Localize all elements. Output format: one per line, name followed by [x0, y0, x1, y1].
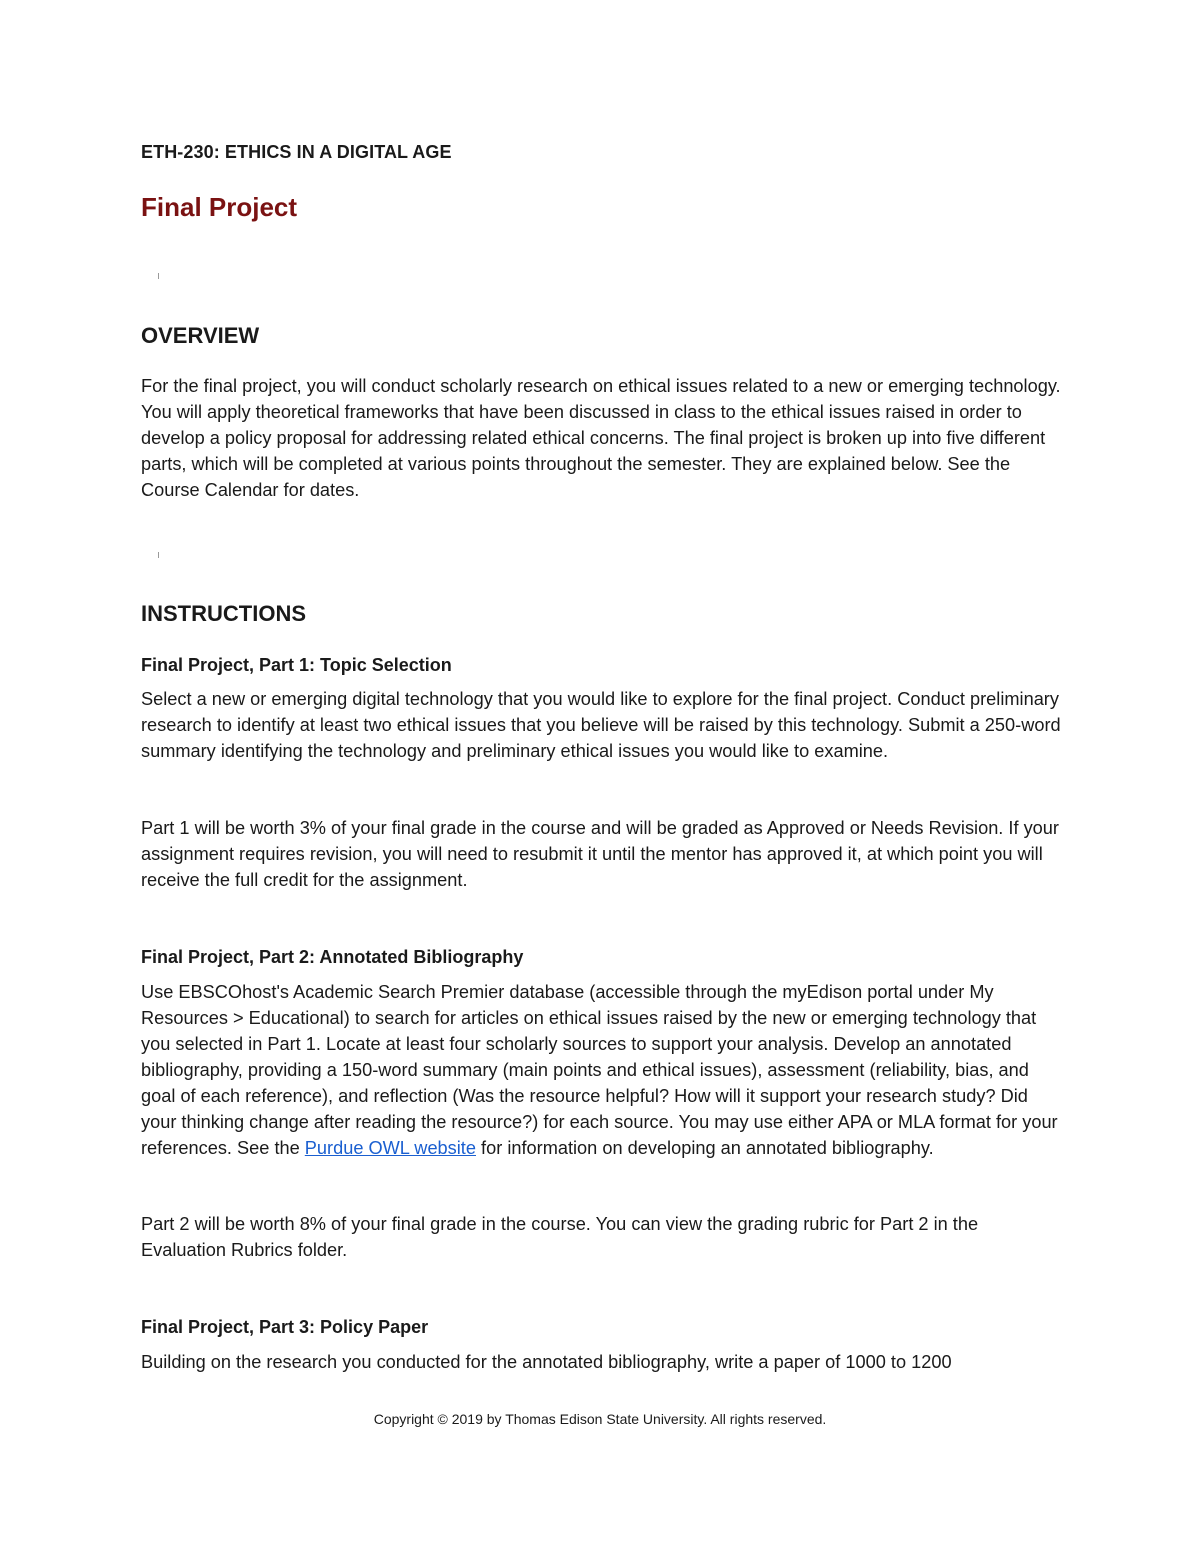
section-marker [158, 273, 159, 279]
part1-paragraph-2: Part 1 will be worth 3% of your final grade in the course and will be graded as Approved or Needs Revision. If your assignment requires revision, you will need to resubmit it until the mentor has approved it, at which point you will receive the full credit for the assignment. [141, 818, 1059, 890]
part2-paragraph-2: Part 2 will be worth 8% of your final grade in the course. You can view the grading rubric for Part 2 in the Evaluation Rubrics folder. [141, 1214, 979, 1260]
course-title: ETH-230: ETHICS IN A DIGITAL AGE [141, 142, 452, 162]
overview-heading: OVERVIEW [141, 323, 260, 348]
part1-heading: Final Project, Part 1: Topic Selection [141, 655, 452, 675]
document-title: Final Project [141, 192, 298, 222]
part2-text-after-link: for information on developing an annotated bibliography. [475, 1138, 934, 1158]
part1-paragraph-1: Select a new or emerging digital technology that you would like to explore for the final project. Conduct preliminary research to identify at least two ethical issues that you believe will be raised by this technology. Submit a 250-word summary identifying the technology and preliminary ethical issues you would like to examine. [141, 689, 1061, 761]
copyright-footer: Copyright © 2019 by Thomas Edison State University. All rights reserved. [373, 1411, 827, 1427]
part3-paragraph-1: Building on the research you conducted for the annotated bibliography, write a paper of 1000 to 1200 [141, 1352, 952, 1372]
part2-paragraph-1 [141, 979, 1066, 1161]
part3-heading: Final Project, Part 3: Policy Paper [141, 1317, 429, 1337]
overview-paragraph: For the final project, you will conduct scholarly research on ethical issues related to a new or emerging technology. You will apply theoretical frameworks that have been discussed in class to the ethical issues raised in order to develop a policy proposal for addressing related ethical concerns. The final project is broken up into five different parts, which will be completed at various points throughout the semester. They are explained below. See the Course Calendar for dates. [141, 376, 1061, 500]
section-marker [158, 552, 159, 558]
instructions-heading: INSTRUCTIONS [141, 601, 306, 626]
part2-text-before-link: Use EBSCOhost's Academic Search Premier database (accessible through the myEdison portal under My Resources > Educational) to search for articles on ethical issues raised by the new or emerging technology that you selected in Part 1. Locate at least four scholarly sources to support your analysis. Develop an annotated bibliography, providing a 150-word summary (main points and ethical issues), assessment (reliability, bias, and goal of each reference), and reflection (Was the resource helpful? How will it support your research study? Did your thinking change after reading the resource?) for each source. You may use either APA or MLA format for your references. See the [141, 982, 1058, 1158]
part2-heading: Final Project, Part 2: Annotated Bibliography [141, 947, 524, 967]
purdue-owl-link[interactable]: Purdue OWL website [304, 1138, 476, 1158]
